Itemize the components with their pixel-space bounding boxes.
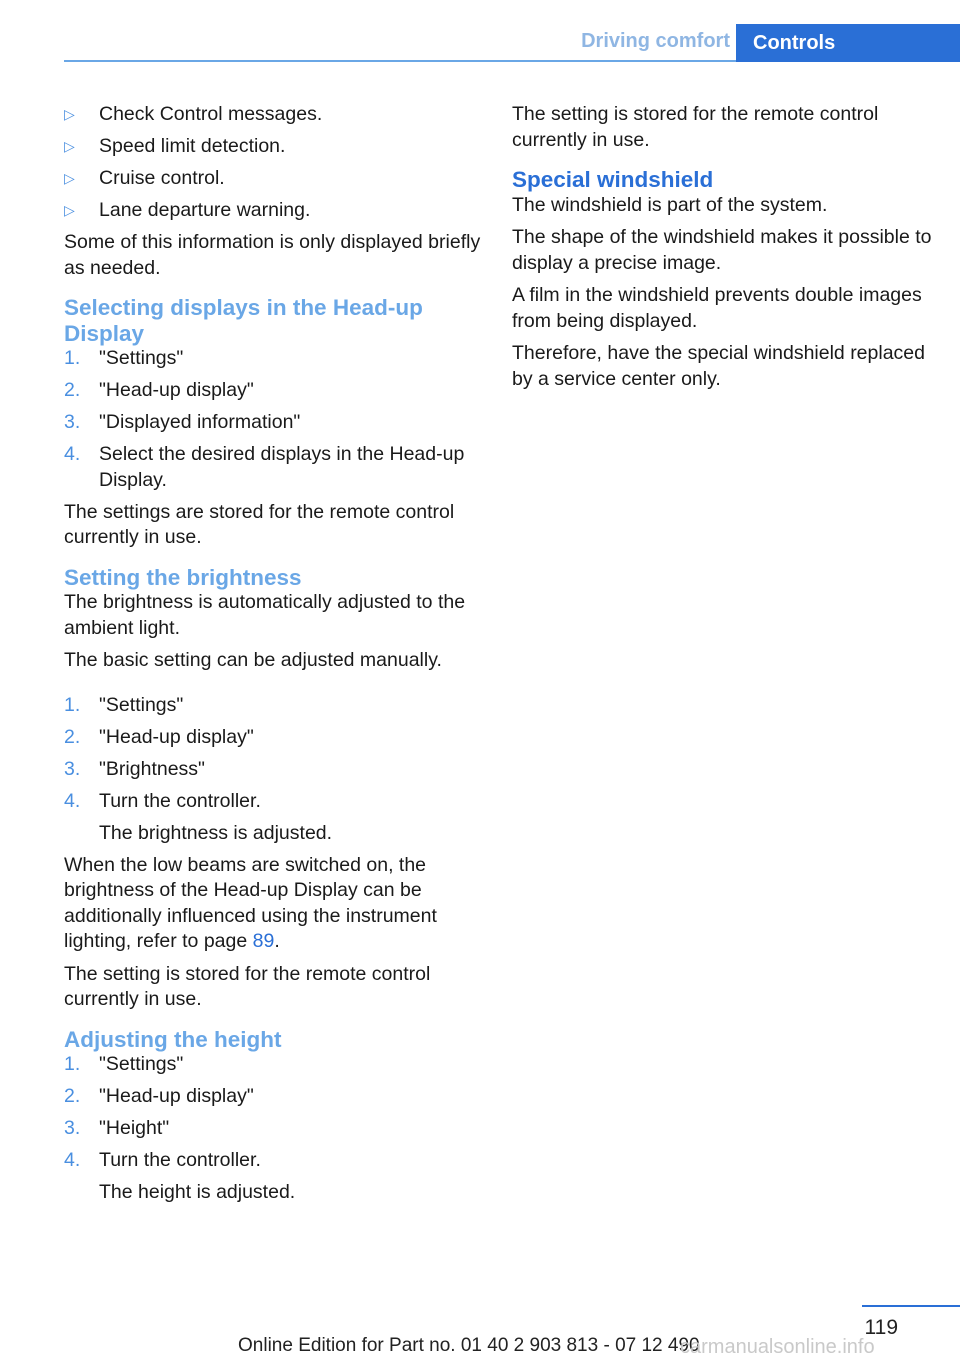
list-item: 4. Turn the controller. The height is adjusted. — [64, 1148, 484, 1206]
list-item: 2. "Head-up display" — [64, 725, 254, 748]
list-item: ▷ Cruise control. — [64, 166, 484, 192]
paragraph: The windshield is part of the system. — [512, 193, 828, 216]
list-item: 4. Turn the controller. The brightness is adjusted. — [64, 789, 484, 847]
select-steps-list — [64, 346, 484, 493]
list-item: 2. "Head-up display" — [64, 379, 254, 401]
paragraph: The brightness is automatically adjusted to the ambient light. — [64, 591, 466, 639]
step-result: The brightness is adjusted. — [99, 821, 333, 844]
triangle-bullet-icon: ▷ — [64, 202, 75, 218]
footer-rule — [862, 1305, 960, 1307]
list-item: ▷ Check Control messages. — [64, 102, 484, 128]
list-item: 1. "Settings" — [64, 1053, 184, 1075]
watermark: carmanualsonline.info — [680, 1336, 875, 1358]
brightness-steps-list — [64, 693, 484, 847]
paragraph: Therefore, have the special windshield replaced by a service center only. — [512, 342, 925, 390]
heading-height: Adjusting the height — [64, 1026, 282, 1052]
triangle-bullet-icon: ▷ — [64, 138, 75, 154]
header-chapter-tab: Controls — [736, 24, 960, 62]
header-section-title: Driving comfort — [581, 30, 730, 52]
list-item: 3. "Brightness" — [64, 757, 205, 780]
heading-brightness: Setting the brightness — [64, 564, 302, 590]
page-number: 119 — [864, 1316, 898, 1339]
list-item: ▷ Speed limit detection. — [64, 134, 484, 160]
paragraph: The setting is stored for the remote control currently in use. — [64, 962, 431, 1010]
list-item: 4. Select the desired displays in the Head-up Display. — [64, 443, 465, 491]
paragraph: A film in the windshield prevents double images from being displayed. — [512, 284, 922, 332]
list-item: 1. "Settings" — [64, 693, 184, 716]
left-column — [64, 102, 484, 1212]
edition-footer: Online Edition for Part no. 01 40 2 903 813 - 07 12 490 — [238, 1335, 700, 1356]
triangle-bullet-icon: ▷ — [64, 106, 75, 122]
list-item: 3. "Displayed information" — [64, 411, 301, 433]
paragraph: The shape of the windshield makes it possible to display a precise image. — [512, 226, 932, 274]
paragraph: The settings are stored for the remote control currently in use. — [64, 500, 455, 548]
right-column — [512, 102, 932, 399]
triangle-bullet-icon: ▷ — [64, 170, 75, 186]
feature-bullet-list — [64, 102, 484, 224]
paragraph: The setting is stored for the remote control currently in use. — [512, 103, 879, 151]
list-item: 2. "Head-up display" — [64, 1085, 254, 1107]
paragraph: Some of this information is only displayed briefly as needed. — [64, 231, 481, 279]
list-item: ▷ Lane departure warning. — [64, 198, 484, 224]
height-steps-list — [64, 1052, 484, 1206]
paragraph: The basic setting can be adjusted manually. — [64, 649, 442, 671]
heading-selecting-displays: Selecting displays in the Head-up Display — [64, 295, 423, 346]
list-item: 3. "Height" — [64, 1117, 170, 1139]
page-reference-link[interactable]: 89 — [252, 930, 275, 952]
heading-special-windshield: Special windshield — [512, 167, 714, 192]
paragraph: When the low beams are switched on, the brightness of the Head-up Display can be additionally influenced using the instrument lighting, refer to page 89. — [64, 853, 437, 952]
list-item: 1. "Settings" — [64, 347, 184, 369]
step-result: The height is adjusted. — [99, 1181, 296, 1203]
